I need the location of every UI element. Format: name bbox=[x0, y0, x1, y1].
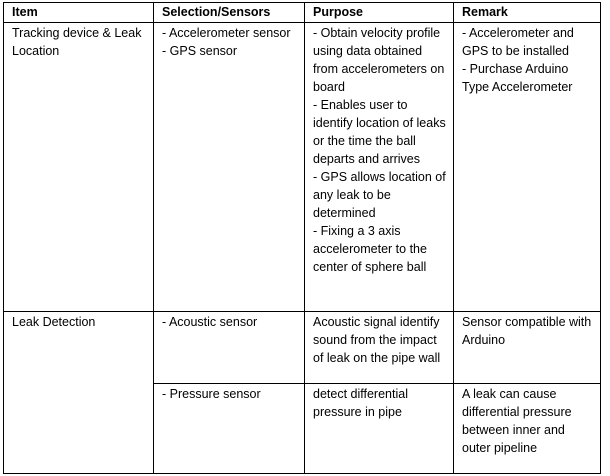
sensor-entry: - Pressure sensor bbox=[162, 387, 261, 401]
cell-sensors bbox=[154, 312, 305, 384]
cell-item bbox=[4, 312, 154, 474]
header-remark: Remark bbox=[454, 3, 601, 23]
purpose-entry: - Enables user to identify location of leaks or the time the ball departs and arrives bbox=[313, 98, 446, 166]
sensor-table bbox=[3, 2, 601, 474]
purpose-entry: detect differential pressure in pipe bbox=[313, 387, 408, 419]
cell-purpose bbox=[305, 384, 454, 474]
remark-entry: A leak can cause differential pressure between inner and outer pipeline bbox=[462, 387, 572, 455]
header-row bbox=[4, 3, 601, 23]
item-text: Tracking device & Leak Location bbox=[12, 26, 142, 58]
purpose-entry: - Obtain velocity profile using data obtained from accelerometers on board bbox=[313, 26, 445, 94]
table-row bbox=[4, 312, 601, 384]
sensor-entry: - GPS sensor bbox=[162, 44, 238, 58]
cell-remark bbox=[454, 23, 601, 312]
cell-purpose bbox=[305, 312, 454, 384]
sensor-entry: - Accelerometer sensor bbox=[162, 26, 291, 40]
header-purpose: Purpose bbox=[305, 3, 454, 23]
cell-purpose bbox=[305, 23, 454, 312]
cell-sensors bbox=[154, 23, 305, 312]
header-selection-sensors: Selection/Sensors bbox=[154, 3, 305, 23]
cell-item bbox=[4, 23, 154, 312]
item-text: Leak Detection bbox=[12, 315, 96, 329]
cell-remark bbox=[454, 384, 601, 474]
remark-entry: - Purchase Arduino Type Accelerometer bbox=[462, 62, 573, 94]
purpose-entry: - GPS allows location of any leak to be determined bbox=[313, 170, 446, 220]
sensor-entry: - Acoustic sensor bbox=[162, 315, 258, 329]
remark-entry: - Accelerometer and GPS to be installed bbox=[462, 26, 574, 58]
header-item: Item bbox=[4, 3, 154, 23]
purpose-entry: - Fixing a 3 axis accelerometer to the center of sphere ball bbox=[313, 224, 427, 274]
purpose-entry: Acoustic signal identify sound from the impact of leak on the pipe wall bbox=[313, 315, 441, 365]
table-row bbox=[4, 23, 601, 312]
cell-sensors bbox=[154, 384, 305, 474]
remark-entry: Sensor compatible with Arduino bbox=[462, 315, 592, 347]
cell-remark bbox=[454, 312, 601, 384]
